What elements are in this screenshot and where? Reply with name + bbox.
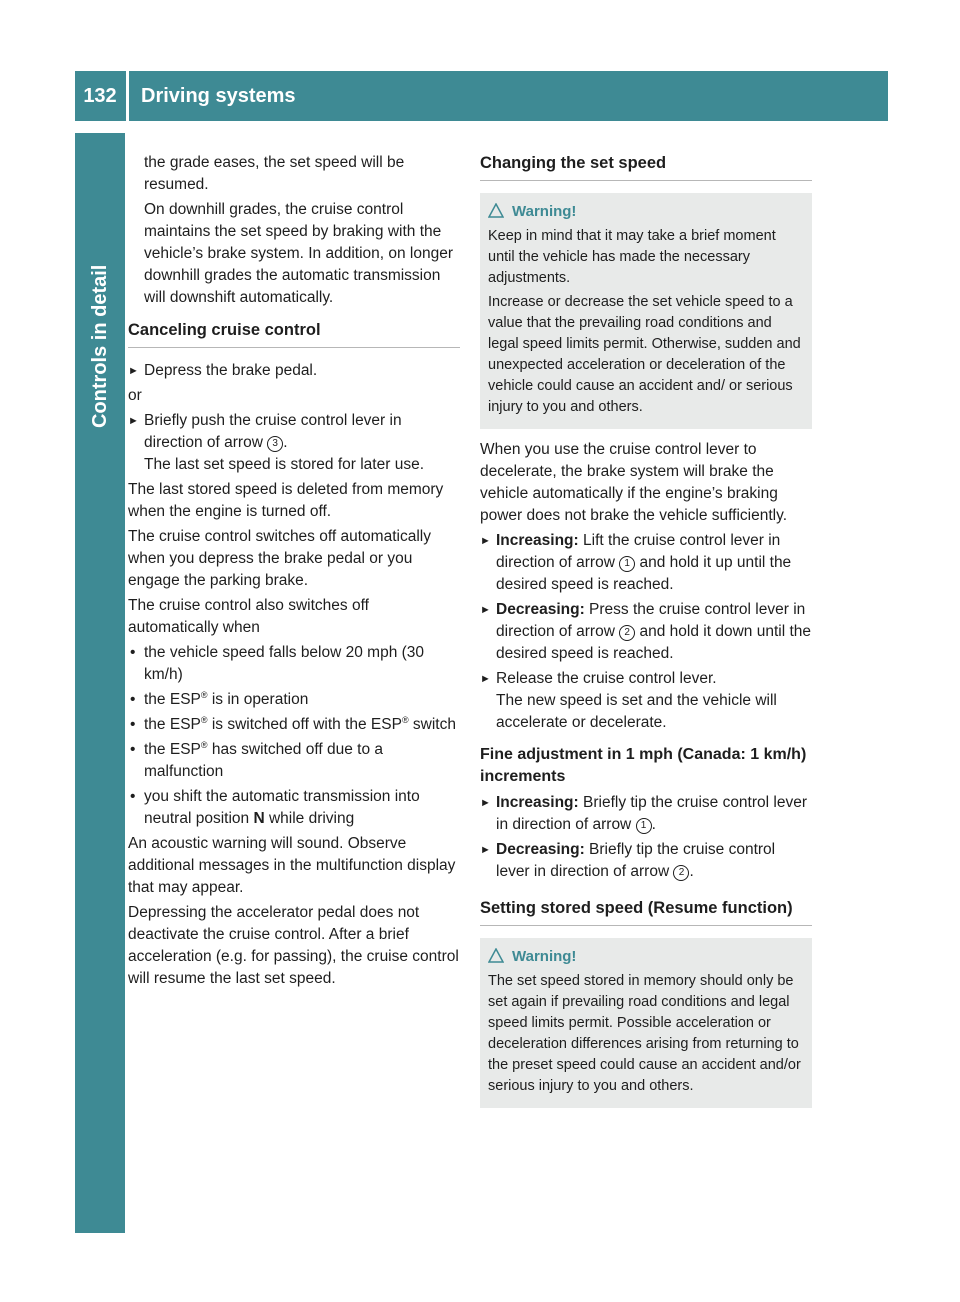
step-result: The new speed is set and the vehicle will accelerate or decelerate. <box>496 692 777 731</box>
warning-box <box>480 938 812 1108</box>
instruction-step: ► Decreasing: Press the cruise control lever in direction of arrow 2 and hold it down until the desired speed is reached. <box>480 601 811 662</box>
arrow-number-badge: 2 <box>673 865 689 881</box>
list-item: • the ESP® has switched off due to a malfunction <box>130 739 384 780</box>
heading-canceling-cruise-control: Canceling cruise control <box>128 319 460 348</box>
step-text: Depress the brake pedal. <box>144 362 318 379</box>
list-item: • you shift the automatic transmission into neutral position N while driving <box>130 788 420 827</box>
step-arrow-icon: ► <box>128 415 139 427</box>
bullet-icon: • <box>130 716 136 733</box>
bullet-icon: • <box>130 741 136 758</box>
instruction-step: ► Increasing: Lift the cruise control lever in direction of arrow 1 and hold it up until the desired speed is reached. <box>480 532 792 593</box>
right-column <box>480 152 812 1118</box>
warning-box <box>480 193 812 429</box>
warning-text: The set speed stored in memory should only be set again if prevailing road conditions and legal speed limits permit. Possible acceleration or deceleration differences arising from returning to the preset speed could cause an accident and/or serious injury to you and others. <box>488 973 801 1094</box>
heading-fine-adjustment: Fine adjustment in 1 mph (Canada: 1 km/h) increments <box>480 746 807 785</box>
bullet-icon: • <box>130 644 136 661</box>
bullet-icon: • <box>130 788 136 805</box>
list-item: • the vehicle speed falls below 20 mph (30 km/h) <box>130 644 425 683</box>
instruction-step <box>128 360 460 382</box>
warning-triangle-icon <box>488 948 504 963</box>
paragraph: On downhill grades, the cruise control maintains the set speed by braking with the vehicle’s brake system. In addition, on longer downhill grades the automatic transmission will downshift automatically. <box>144 201 454 306</box>
list-item: • the ESP® is switched off with the ESP® switch <box>128 714 460 736</box>
step-text: Briefly push the cruise control lever in direction of arrow <box>144 412 402 451</box>
paragraph: Depressing the accelerator pedal does not deactivate the cruise control. After a brief acceleration (e.g. for passing), the cruise control will resume the last set speed. <box>128 904 459 987</box>
warning-heading: Warning! <box>488 201 804 222</box>
step-text: . <box>283 434 288 451</box>
chapter-marker <box>75 133 125 226</box>
heading-changing-set-speed: Changing the set speed <box>480 152 812 181</box>
bullet-icon: • <box>130 691 136 708</box>
paragraph: the grade eases, the set speed will be resumed. <box>144 154 405 193</box>
heading-setting-stored-speed: Setting stored speed (Resume function) <box>480 897 812 926</box>
arrow-number-badge: 2 <box>619 625 635 641</box>
instruction-step: ► Increasing: Briefly tip the cruise control lever in direction of arrow 1 . <box>480 794 807 833</box>
chapter-tab <box>75 133 125 1233</box>
step-result: The last set speed is stored for later use. <box>144 456 424 473</box>
warning-heading: Warning! <box>488 946 804 967</box>
arrow-number-badge: 1 <box>636 818 652 834</box>
step-arrow-icon: ► <box>480 535 491 547</box>
step-arrow-icon: ► <box>480 797 491 809</box>
chapter-label: Controls in detail <box>89 264 111 428</box>
arrow-number-badge: 3 <box>267 436 283 452</box>
paragraph: An acoustic warning will sound. Observe additional messages in the multifunction display that may appear. <box>128 835 456 896</box>
header-divider <box>126 71 129 121</box>
warning-text: Increase or decrease the set vehicle speed to a value that the prevailing road conditions and legal speed limits permit. Otherwise, sudden and unexpected acceleration or deceleration of the vehicle could cause an accident and/ or serious injury to you and others. <box>488 294 801 415</box>
warning-triangle-icon <box>488 203 504 218</box>
step-arrow-icon: ► <box>480 673 491 685</box>
section-title: Driving systems <box>141 85 296 107</box>
warning-text: Keep in mind that it may take a brief moment until the vehicle has made the necessary adjustments. <box>488 228 776 286</box>
paragraph: The cruise control switches off automatically when you depress the brake pedal or you engage the parking brake. <box>128 528 431 589</box>
page-header <box>75 71 888 121</box>
left-column <box>128 152 460 993</box>
paragraph: The cruise control also switches off automatically when <box>128 597 369 636</box>
page-number: 132 <box>83 85 117 107</box>
instruction-step: ► Decreasing: Briefly tip the cruise control lever in direction of arrow 2 . <box>480 841 776 880</box>
instruction-step: ► Release the cruise control lever. The new speed is set and the vehicle will accelerate or decelerate. <box>480 670 777 731</box>
step-arrow-icon: ► <box>480 604 491 616</box>
instruction-step <box>128 410 460 476</box>
or-text: or <box>128 387 142 404</box>
arrow-number-badge: 1 <box>619 556 635 572</box>
step-arrow-icon: ► <box>480 844 491 856</box>
list-item: • the ESP® is in operation <box>128 689 460 711</box>
paragraph: When you use the cruise control lever to decelerate, the brake system will brake the vehicle automatically if the engine’s braking power does not brake the vehicle sufficiently. <box>480 441 788 524</box>
paragraph: The last stored speed is deleted from memory when the engine is turned off. <box>128 481 444 520</box>
step-arrow-icon: ► <box>128 365 139 377</box>
